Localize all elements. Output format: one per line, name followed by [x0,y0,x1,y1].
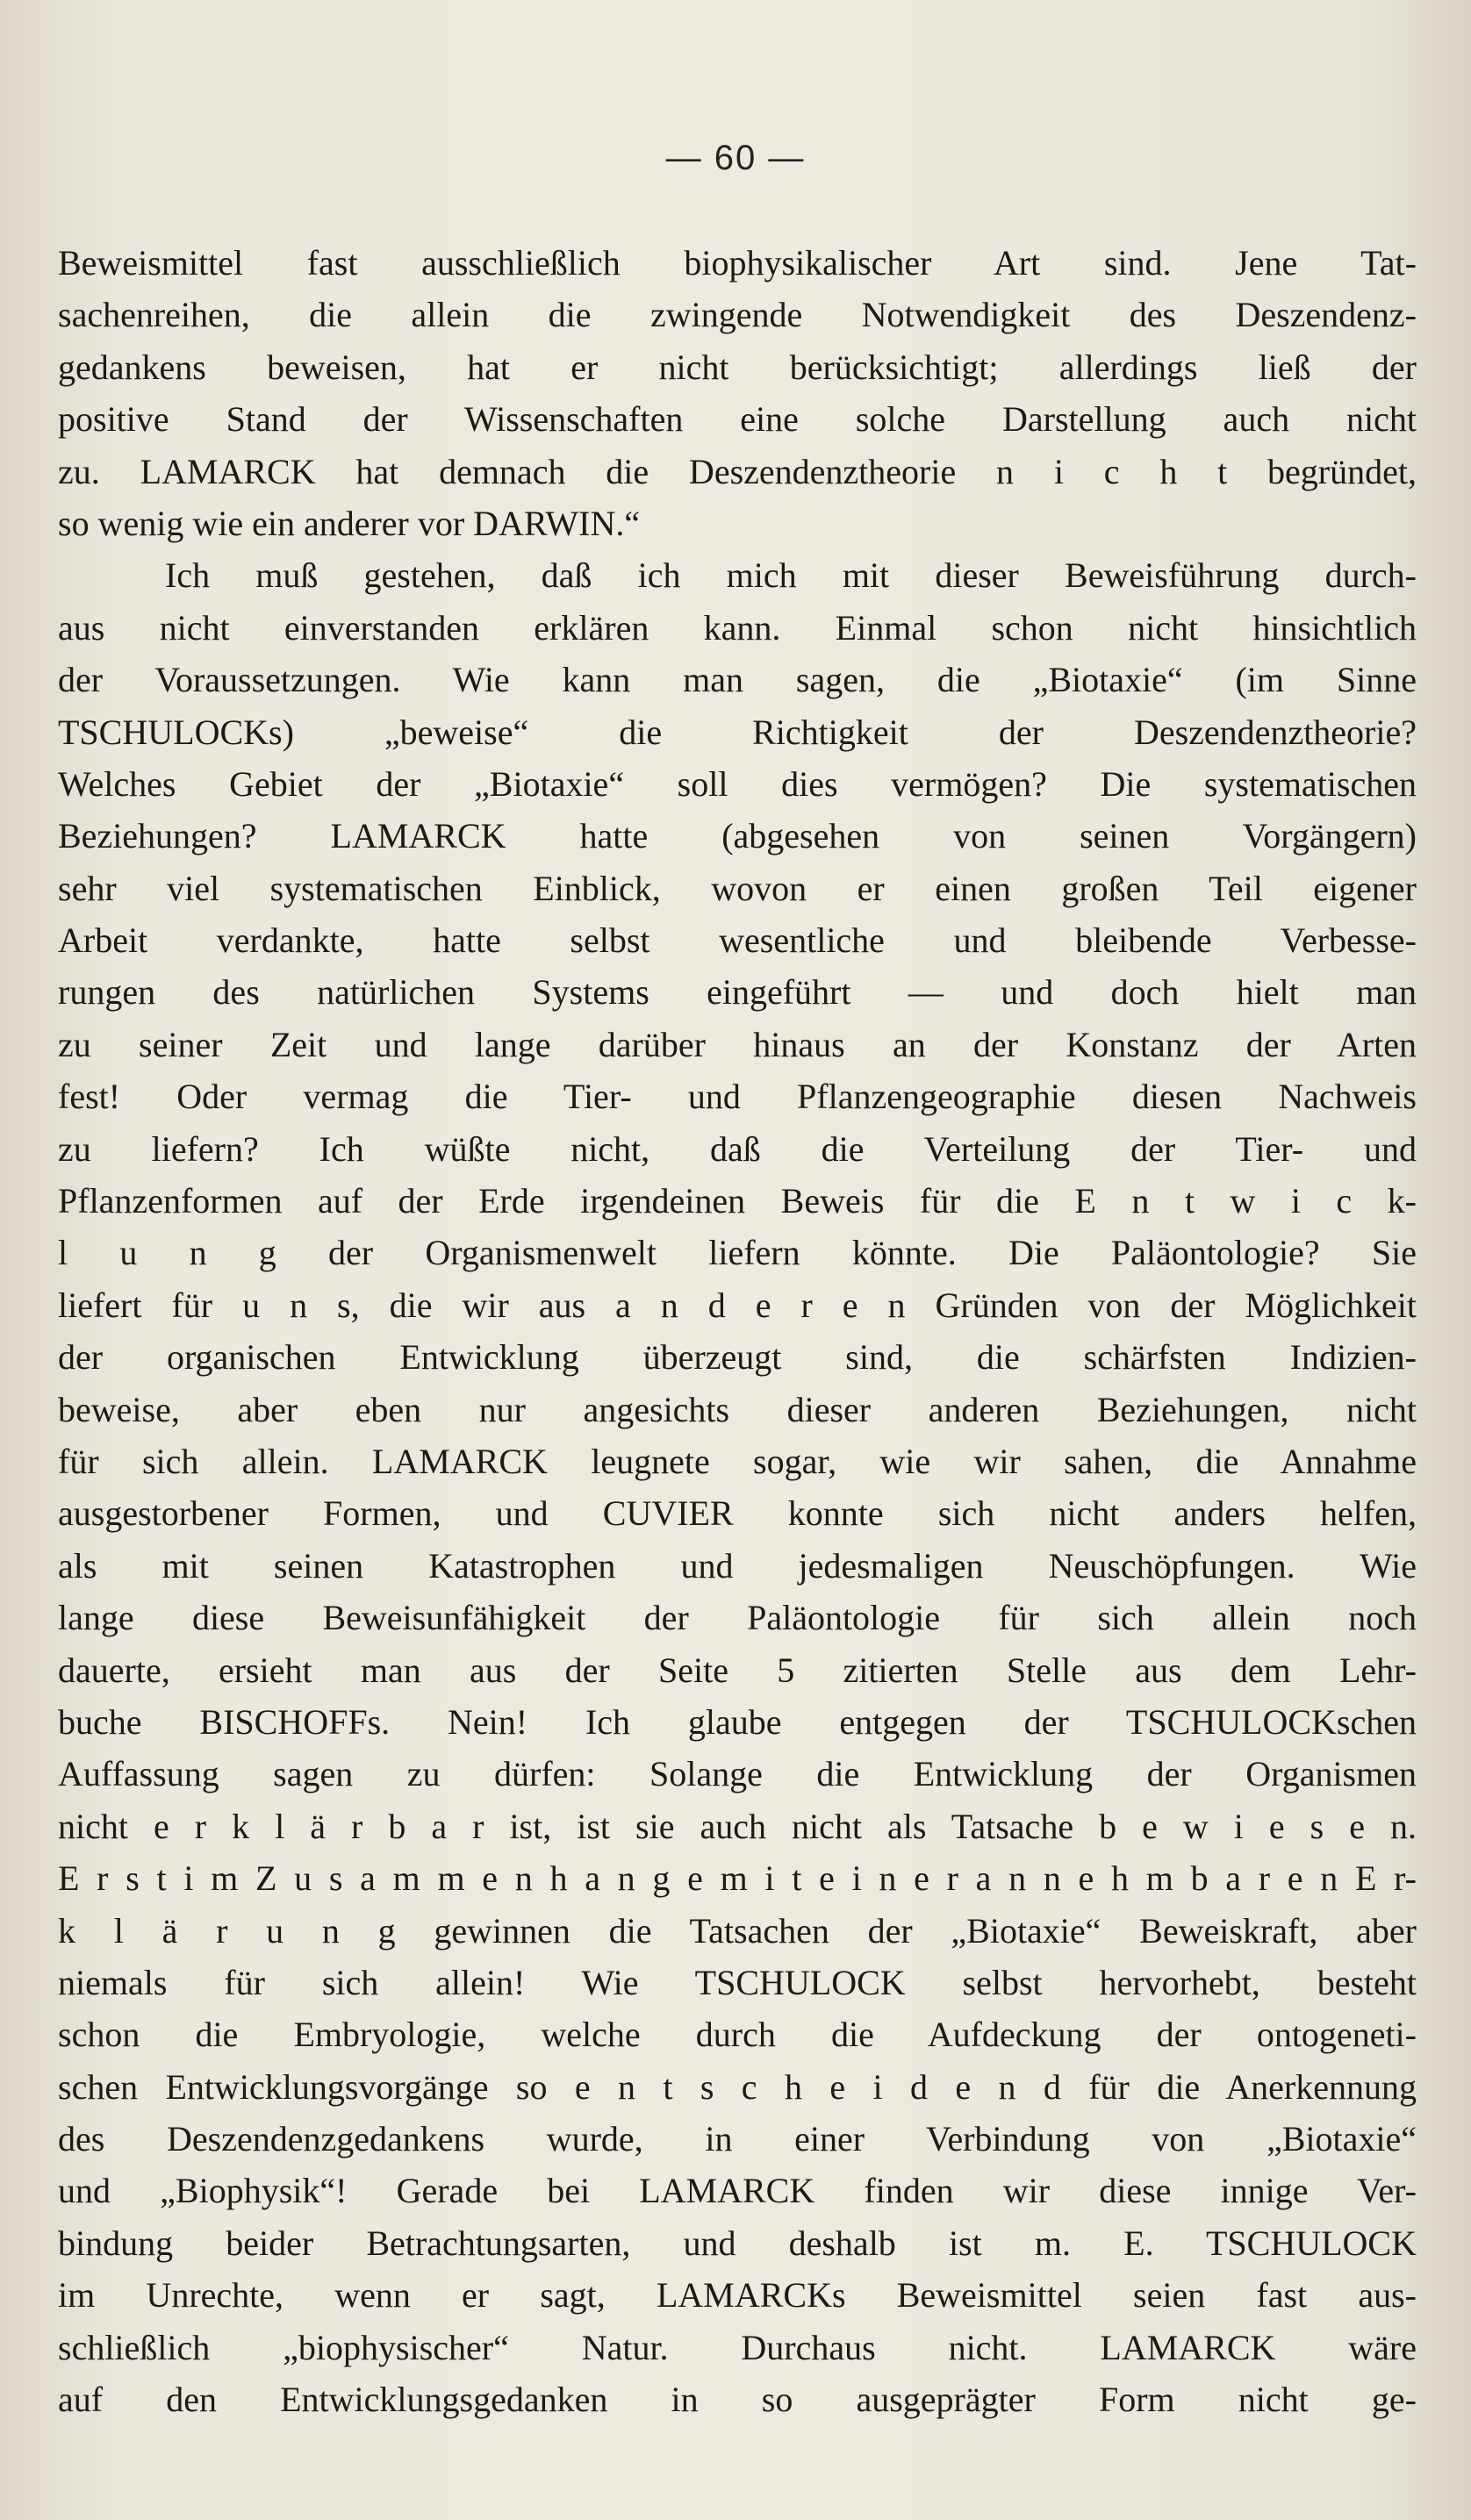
text-line: Auffassung sagen zu dürfen: Solange die Entwicklung der Organismen [58,1754,1417,1794]
text-line: und „Biophysik“! Gerade bei LAMARCK finden wir diese innige Ver- [58,2171,1417,2211]
text-line: auf den Entwicklungsgedanken in so ausgeprägter Form nicht ge- [58,2380,1417,2420]
text-line: schließlich „biophysischer“ Natur. Durchaus nicht. LAMARCK wäre [58,2327,1417,2367]
text-line: des Deszendenzgedankens wurde, in einer Verbindung von „Biotaxie“ [58,2119,1417,2159]
text-line: E r s t i m Z u s a m m e n h a n g e m i t e i n e r a n n e h m b a r e n E r- [58,1858,1417,1899]
text-line: nicht e r k l ä r b a r ist, ist sie auch nicht als Tatsache b e w i e s e n. [58,1806,1417,1846]
text-line: TSCHULOCKs) „beweise“ die Richtigkeit der Deszendenztheorie? [58,712,1417,752]
text-line: aus nicht einverstanden erklären kann. Einmal schon nicht hinsichtlich [58,607,1417,648]
text-line: positive Stand der Wissenschaften eine solche Darstellung auch nicht [58,399,1417,440]
text-line: Ich muß gestehen, daß ich mich mit dieser Beweisführung durch- [165,555,1417,596]
text-line: der Voraussetzungen. Wie kann man sagen, die „Biotaxie“ (im Sinne [58,660,1417,700]
text-line: schon die Embryologie, welche durch die Aufdeckung der ontogeneti- [58,2015,1417,2055]
text-line: beweise, aber eben nur angesichts dieser anderen Beziehungen, nicht [58,1389,1417,1429]
text-line: schen Entwicklungsvorgänge so e n t s c h e i d e n d für die Anerkennung [58,2066,1417,2107]
page-number: — 60 — [665,139,806,177]
text-line: Beziehungen? LAMARCK hatte (abgesehen von seinen Vorgängern) [58,816,1417,856]
text-line: rungen des natürlichen Systems eingeführt — und doch hielt man [58,972,1417,1013]
text-line: fest! Oder vermag die Tier- und Pflanzengeographie diesen Nachweis [58,1077,1417,1117]
text-line: sachenreihen, die allein die zwingende Notwendigkeit des Deszendenz- [58,295,1417,335]
text-line: bindung beider Betrachtungsarten, und deshalb ist m. E. TSCHULOCK [58,2223,1417,2263]
text-line: l u n g der Organismenwelt liefern könnte. Die Paläontologie? Sie [58,1233,1417,1273]
text-line: zu. LAMARCK hat demnach die Deszendenztheorie n i c h t begründet, [58,451,1417,491]
body-text [58,237,1417,2425]
text-line: Beweismittel fast ausschließlich biophysikalischer Art sind. Jene Tat- [58,243,1417,283]
text-line: sehr viel systematischen Einblick, wovon er einen großen Teil eigener [58,868,1417,908]
text-line: der organischen Entwicklung überzeugt sind, die schärfsten Indizien- [58,1337,1417,1378]
text-line: niemals für sich allein! Wie TSCHULOCK selbst hervorhebt, besteht [58,1962,1417,2002]
text-line: Pflanzenformen auf der Erde irgendeinen Beweis für die E n t w i c k- [58,1181,1417,1221]
text-line: für sich allein. LAMARCK leugnete sogar, wie wir sahen, die Annahme [58,1441,1417,1481]
text-line: als mit seinen Katastrophen und jedesmaligen Neuschöpfungen. Wie [58,1545,1417,1586]
text-line: gedankens beweisen, hat er nicht berücksichtigt; allerdings ließ der [58,347,1417,387]
text-line: Welches Gebiet der „Biotaxie“ soll dies vermögen? Die systematischen [58,763,1417,804]
text-line: k l ä r u n g gewinnen die Tatsachen der „Biotaxie“ Beweiskraft, aber [58,1910,1417,1951]
text-line: buche BISCHOFFs. Nein! Ich glaube entgegen der TSCHULOCKschen [58,1701,1417,1742]
text-line: zu seiner Zeit und lange darüber hinaus an der Konstanz der Arten [58,1024,1417,1064]
text-line: ausgestorbener Formen, und CUVIER konnte sich nicht anders helfen, [58,1493,1417,1534]
text-line: so wenig wie ein anderer vor DARWIN.“ [58,503,641,543]
text-line: Arbeit verdankte, hatte selbst wesentliche und bleibende Verbesse- [58,920,1417,961]
text-line: liefert für u n s, die wir aus a n d e r e n Gründen von der Möglichkeit [58,1285,1417,1325]
text-line: zu liefern? Ich wüßte nicht, daß die Verteilung der Tier- und [58,1128,1417,1169]
text-line: dauerte, ersieht man aus der Seite 5 zitierten Stelle aus dem Lehr- [58,1650,1417,1690]
text-line: lange diese Beweisunfähigkeit der Paläontologie für sich allein noch [58,1598,1417,1638]
text-line: im Unrechte, wenn er sagt, LAMARCKs Beweismittel seien fast aus- [58,2275,1417,2316]
